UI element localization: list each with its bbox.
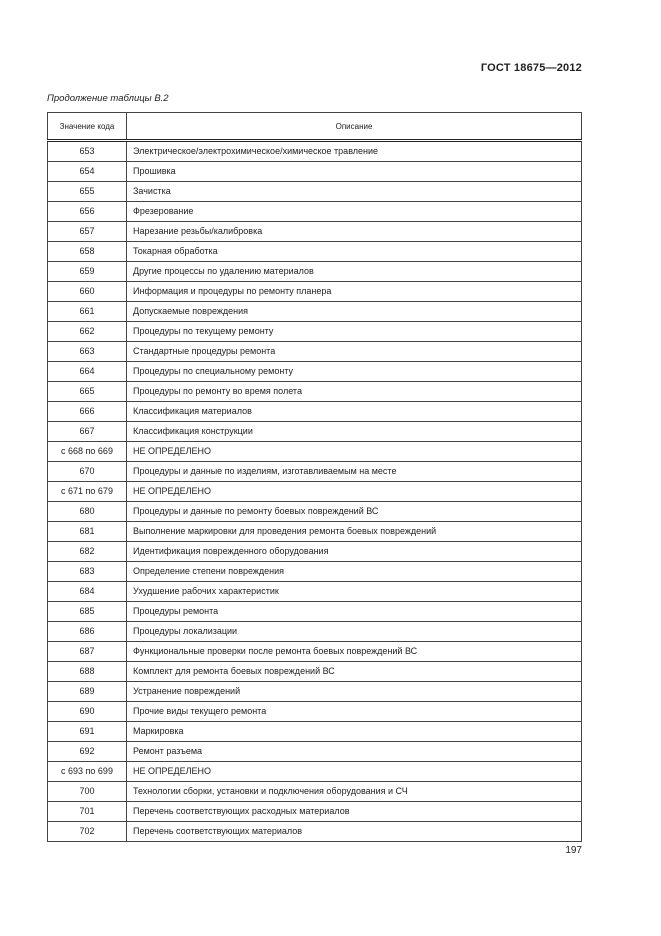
- code-description: НЕ ОПРЕДЕЛЕНО: [127, 482, 582, 502]
- table-row: [48, 802, 582, 822]
- code-value: 690: [48, 702, 127, 722]
- table-row: [48, 822, 582, 842]
- code-value: 702: [48, 822, 127, 842]
- code-value: 687: [48, 642, 127, 662]
- table-row: [48, 482, 582, 502]
- code-value: 681: [48, 522, 127, 542]
- code-description: Выполнение маркировки для проведения ремонта боевых повреждений: [127, 522, 582, 542]
- code-value: 685: [48, 602, 127, 622]
- table-row: [48, 302, 582, 322]
- code-description: Электрическое/электрохимическое/химическое травление: [127, 141, 582, 162]
- table-row: [48, 402, 582, 422]
- code-description: Ухудшение рабочих характеристик: [127, 582, 582, 602]
- code-value: 684: [48, 582, 127, 602]
- code-description: Прошивка: [127, 162, 582, 182]
- code-description: Допускаемые повреждения: [127, 302, 582, 322]
- code-description: Нарезание резьбы/калибровка: [127, 222, 582, 242]
- table-row: [48, 762, 582, 782]
- code-description: Классификация конструкции: [127, 422, 582, 442]
- code-value: 664: [48, 362, 127, 382]
- code-value: 663: [48, 342, 127, 362]
- table-row: [48, 702, 582, 722]
- table-row: [48, 722, 582, 742]
- table-row: [48, 141, 582, 162]
- code-value: 700: [48, 782, 127, 802]
- code-table: [47, 112, 582, 842]
- code-description: Маркировка: [127, 722, 582, 742]
- code-value: 661: [48, 302, 127, 322]
- table-row: [48, 322, 582, 342]
- code-value: 662: [48, 322, 127, 342]
- code-description: Процедуры по специальному ремонту: [127, 362, 582, 382]
- table-caption: Продолжение таблицы В.2: [47, 93, 169, 104]
- code-value: 680: [48, 502, 127, 522]
- code-value: 682: [48, 542, 127, 562]
- code-value: 658: [48, 242, 127, 262]
- table-row: [48, 642, 582, 662]
- table-row: [48, 362, 582, 382]
- table-row: [48, 742, 582, 762]
- table-row: [48, 502, 582, 522]
- table-row: [48, 462, 582, 482]
- code-value: с 671 по 679: [48, 482, 127, 502]
- code-description: Процедуры и данные по изделиям, изготавливаемым на месте: [127, 462, 582, 482]
- code-value: 657: [48, 222, 127, 242]
- table-row: [48, 662, 582, 682]
- table-row: [48, 182, 582, 202]
- table-row: [48, 622, 582, 642]
- code-value: 666: [48, 402, 127, 422]
- code-description: Информация и процедуры по ремонту планера: [127, 282, 582, 302]
- code-description: Стандартные процедуры ремонта: [127, 342, 582, 362]
- code-value: 656: [48, 202, 127, 222]
- code-description: Идентификация поврежденного оборудования: [127, 542, 582, 562]
- code-value: 701: [48, 802, 127, 822]
- table-row: [48, 382, 582, 402]
- code-value: 686: [48, 622, 127, 642]
- code-description: Процедуры и данные по ремонту боевых повреждений ВС: [127, 502, 582, 522]
- page-number: 197: [565, 845, 582, 856]
- code-value: 660: [48, 282, 127, 302]
- code-description: Определение степени повреждения: [127, 562, 582, 582]
- code-value: 659: [48, 262, 127, 282]
- code-description: Зачистка: [127, 182, 582, 202]
- table-row: [48, 602, 582, 622]
- code-value: 692: [48, 742, 127, 762]
- table-row: [48, 202, 582, 222]
- code-description: Технологии сборки, установки и подключения оборудования и СЧ: [127, 782, 582, 802]
- code-description: Перечень соответствующих расходных материалов: [127, 802, 582, 822]
- column-header-description: Описание: [127, 113, 582, 141]
- table-row: [48, 562, 582, 582]
- table-row: [48, 342, 582, 362]
- table-row: [48, 682, 582, 702]
- code-value: 654: [48, 162, 127, 182]
- code-description: Фрезерование: [127, 202, 582, 222]
- code-description: НЕ ОПРЕДЕЛЕНО: [127, 762, 582, 782]
- table-row: [48, 422, 582, 442]
- code-value: 653: [48, 141, 127, 162]
- code-value: 665: [48, 382, 127, 402]
- table-row: [48, 162, 582, 182]
- table-row: [48, 442, 582, 462]
- table-row: [48, 522, 582, 542]
- code-value: 688: [48, 662, 127, 682]
- code-description: Процедуры по ремонту во время полета: [127, 382, 582, 402]
- table-row: [48, 282, 582, 302]
- standard-code: ГОСТ 18675—2012: [480, 62, 582, 74]
- code-description: Перечень соответствующих материалов: [127, 822, 582, 842]
- code-description: Устранение повреждений: [127, 682, 582, 702]
- code-value: 683: [48, 562, 127, 582]
- table-body: [48, 141, 582, 842]
- code-value: 655: [48, 182, 127, 202]
- table-row: [48, 782, 582, 802]
- code-description: Классификация материалов: [127, 402, 582, 422]
- code-description: Ремонт разъема: [127, 742, 582, 762]
- table-header-row: [48, 113, 582, 141]
- code-value: 691: [48, 722, 127, 742]
- table-row: [48, 582, 582, 602]
- code-description: Прочие виды текущего ремонта: [127, 702, 582, 722]
- code-value: 689: [48, 682, 127, 702]
- code-description: Процедуры ремонта: [127, 602, 582, 622]
- code-value: с 668 по 669: [48, 442, 127, 462]
- table-row: [48, 262, 582, 282]
- code-description: Процедуры по текущему ремонту: [127, 322, 582, 342]
- code-description: Процедуры локализации: [127, 622, 582, 642]
- code-description: Токарная обработка: [127, 242, 582, 262]
- table-row: [48, 542, 582, 562]
- column-header-code: Значение кода: [48, 113, 127, 141]
- code-description: Другие процессы по удалению материалов: [127, 262, 582, 282]
- table-row: [48, 242, 582, 262]
- table-row: [48, 222, 582, 242]
- code-value: с 693 по 699: [48, 762, 127, 782]
- code-value: 670: [48, 462, 127, 482]
- code-description: Комплект для ремонта боевых повреждений ВС: [127, 662, 582, 682]
- code-description: НЕ ОПРЕДЕЛЕНО: [127, 442, 582, 462]
- code-description: Функциональные проверки после ремонта боевых повреждений ВС: [127, 642, 582, 662]
- code-value: 667: [48, 422, 127, 442]
